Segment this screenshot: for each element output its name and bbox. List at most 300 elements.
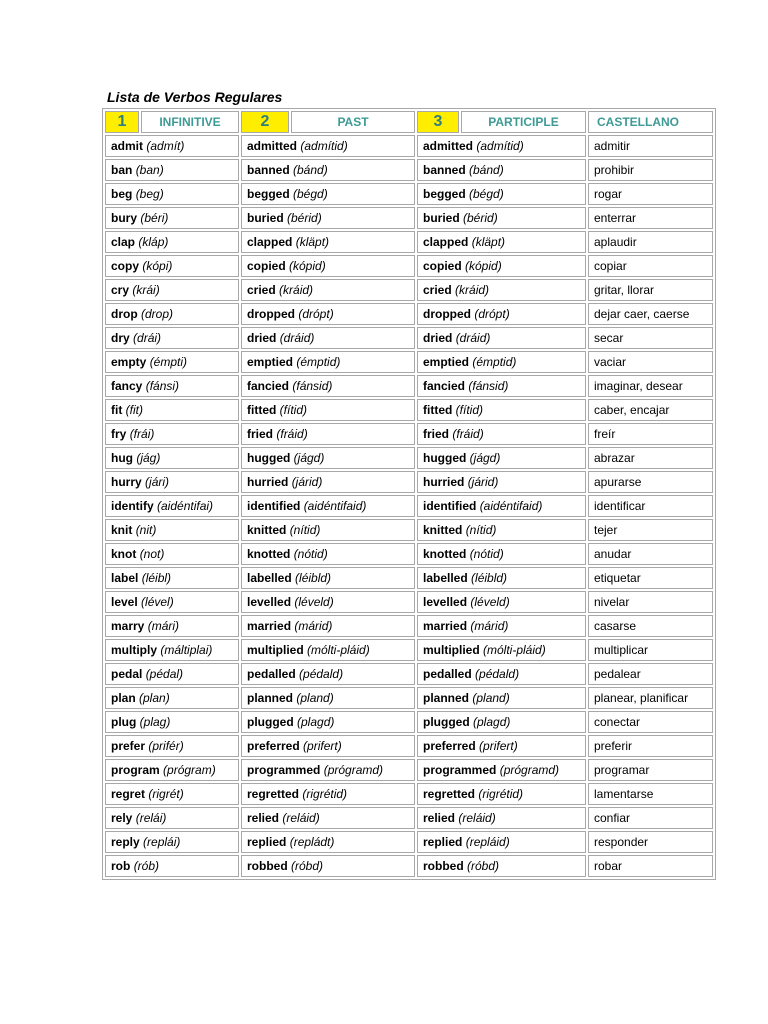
table-row [105, 567, 713, 589]
participle-cell-pronunciation: (pland) [472, 691, 510, 705]
participle-cell-pronunciation: (reláid) [458, 811, 496, 825]
participle-cell-pronunciation: (drópt) [474, 307, 510, 321]
castellano-cell: admitir [588, 135, 713, 157]
past-cell-pronunciation: (léibld) [295, 571, 332, 585]
past-cell [241, 399, 415, 421]
participle-cell [417, 327, 586, 349]
past-cell-word: married [247, 619, 292, 633]
participle-cell-word: levelled [423, 595, 468, 609]
past-cell [241, 567, 415, 589]
infinitive-cell-word: program [111, 763, 160, 777]
participle-cell-word: programmed [423, 763, 497, 777]
past-cell-pronunciation: (prifert) [303, 739, 342, 753]
participle-cell-word: banned [423, 163, 466, 177]
past-cell-pronunciation: (pédald) [299, 667, 344, 681]
table-row [105, 327, 713, 349]
castellano-cell: preferir [588, 735, 713, 757]
participle-cell [417, 231, 586, 253]
participle-cell-word: fitted [423, 403, 453, 417]
table-row [105, 351, 713, 373]
table-row [105, 543, 713, 565]
infinitive-cell-word: beg [111, 187, 133, 201]
past-cell-pronunciation: (róbd) [291, 859, 324, 873]
castellano-cell: enterrar [588, 207, 713, 229]
participle-cell [417, 543, 586, 565]
infinitive-cell-word: plan [111, 691, 136, 705]
table-row [105, 807, 713, 829]
past-cell-word: hurried [247, 475, 289, 489]
infinitive-cell [105, 375, 239, 397]
castellano-cell: secar [588, 327, 713, 349]
participle-cell-word: labelled [423, 571, 468, 585]
participle-cell-word: hugged [423, 451, 467, 465]
participle-cell-word: buried [423, 211, 460, 225]
table-row [105, 135, 713, 157]
infinitive-cell-word: reply [111, 835, 140, 849]
participle-cell-pronunciation: (fánsid) [468, 379, 509, 393]
infinitive-cell-pronunciation: (jári) [145, 475, 170, 489]
past-cell [241, 495, 415, 517]
participle-cell [417, 687, 586, 709]
past-cell-word: dropped [247, 307, 295, 321]
past-cell-pronunciation: (kópid) [289, 259, 326, 273]
past-cell [241, 663, 415, 685]
table-row [105, 423, 713, 445]
castellano-cell: lamentarse [588, 783, 713, 805]
participle-cell [417, 135, 586, 157]
past-cell-word: knitted [247, 523, 287, 537]
past-cell-pronunciation: (bégd) [293, 187, 328, 201]
infinitive-cell-word: marry [111, 619, 145, 633]
past-cell-pronunciation: (jágd) [293, 451, 325, 465]
past-cell-word: preferred [247, 739, 300, 753]
infinitive-cell [105, 711, 239, 733]
infinitive-cell-word: identify [111, 499, 154, 513]
past-cell [241, 807, 415, 829]
infinitive-cell-pronunciation: (nit) [135, 523, 157, 537]
participle-cell-pronunciation: (rigrétid) [478, 787, 524, 801]
participle-cell-word: cried [423, 283, 452, 297]
past-cell-pronunciation: (nítid) [289, 523, 321, 537]
participle-cell-pronunciation: (jágd) [469, 451, 501, 465]
participle-cell [417, 615, 586, 637]
table-row [105, 759, 713, 781]
past-cell-pronunciation: (mólti-pláid) [307, 643, 370, 657]
castellano-cell: robar [588, 855, 713, 877]
column-number-3: 3 [417, 111, 459, 133]
infinitive-cell [105, 231, 239, 253]
participle-cell-pronunciation: (fítid) [455, 403, 484, 417]
infinitive-cell [105, 207, 239, 229]
past-cell-pronunciation: (prógramd) [323, 763, 384, 777]
infinitive-cell [105, 255, 239, 277]
infinitive-cell-pronunciation: (fit) [125, 403, 143, 417]
participle-cell-pronunciation: (prifert) [479, 739, 518, 753]
participle-cell-pronunciation: (mólti-pláid) [483, 643, 546, 657]
participle-cell [417, 519, 586, 541]
past-cell-pronunciation: (fítid) [279, 403, 308, 417]
participle-cell-pronunciation: (admítid) [476, 139, 524, 153]
infinitive-cell-word: pedal [111, 667, 143, 681]
participle-cell-pronunciation: (plagd) [473, 715, 511, 729]
castellano-cell: rogar [588, 183, 713, 205]
table-row [105, 687, 713, 709]
infinitive-cell-word: admit [111, 139, 144, 153]
participle-cell-word: multiplied [423, 643, 480, 657]
table-row [105, 399, 713, 421]
past-cell-word: banned [247, 163, 290, 177]
castellano-cell: prohibir [588, 159, 713, 181]
past-cell-word: fancied [247, 379, 290, 393]
participle-cell-word: robbed [423, 859, 464, 873]
infinitive-cell [105, 423, 239, 445]
past-cell-word: hugged [247, 451, 291, 465]
past-cell-pronunciation: (pland) [296, 691, 334, 705]
participle-cell-word: dried [423, 331, 453, 345]
participle-cell-word: plugged [423, 715, 470, 729]
infinitive-cell-word: rely [111, 811, 133, 825]
past-cell-word: cried [247, 283, 276, 297]
infinitive-cell-pronunciation: (beg) [135, 187, 164, 201]
column-header-past: PAST [291, 111, 415, 133]
participle-cell-word: knotted [423, 547, 467, 561]
past-cell-word: multiplied [247, 643, 304, 657]
infinitive-cell [105, 543, 239, 565]
participle-cell-word: hurried [423, 475, 465, 489]
infinitive-cell-pronunciation: (prógram) [163, 763, 216, 777]
infinitive-cell-pronunciation: (máltiplai) [160, 643, 213, 657]
infinitive-cell-word: fit [111, 403, 123, 417]
past-cell-word: programmed [247, 763, 321, 777]
castellano-cell: caber, encajar [588, 399, 713, 421]
castellano-cell: aplaudir [588, 231, 713, 253]
table-row [105, 663, 713, 685]
infinitive-cell [105, 759, 239, 781]
participle-cell-word: planned [423, 691, 470, 705]
participle-cell [417, 495, 586, 517]
page-title: Lista de Verbos Regulares [107, 89, 283, 105]
participle-cell-pronunciation: (dráid) [455, 331, 491, 345]
past-cell-word: identified [247, 499, 301, 513]
participle-cell-pronunciation: (nótid) [469, 547, 504, 561]
past-cell [241, 735, 415, 757]
castellano-cell: tejer [588, 519, 713, 541]
past-cell-word: planned [247, 691, 294, 705]
infinitive-cell-word: hug [111, 451, 133, 465]
participle-cell-word: dropped [423, 307, 471, 321]
participle-cell-pronunciation: (léveld) [470, 595, 510, 609]
participle-cell-word: admitted [423, 139, 474, 153]
past-cell [241, 471, 415, 493]
participle-cell-word: regretted [423, 787, 476, 801]
participle-cell-word: identified [423, 499, 477, 513]
castellano-cell: freír [588, 423, 713, 445]
past-cell [241, 207, 415, 229]
past-cell [241, 783, 415, 805]
past-cell-pronunciation: (márid) [294, 619, 333, 633]
participle-cell [417, 303, 586, 325]
participle-cell [417, 783, 586, 805]
participle-cell-pronunciation: (repláid) [465, 835, 510, 849]
past-cell-pronunciation: (kráid) [279, 283, 314, 297]
past-cell-word: knotted [247, 547, 291, 561]
participle-cell-pronunciation: (róbd) [467, 859, 500, 873]
past-cell [241, 687, 415, 709]
column-header-participle: PARTICIPLE [461, 111, 586, 133]
castellano-cell: etiquetar [588, 567, 713, 589]
castellano-cell: multiplicar [588, 639, 713, 661]
participle-cell-pronunciation: (pédald) [475, 667, 520, 681]
castellano-cell: confiar [588, 807, 713, 829]
participle-cell [417, 351, 586, 373]
infinitive-cell [105, 615, 239, 637]
table-row [105, 447, 713, 469]
castellano-cell: identificar [588, 495, 713, 517]
infinitive-cell-word: rob [111, 859, 131, 873]
past-cell [241, 231, 415, 253]
participle-cell [417, 447, 586, 469]
infinitive-cell-pronunciation: (ban) [135, 163, 164, 177]
infinitive-cell-word: fry [111, 427, 127, 441]
infinitive-cell [105, 735, 239, 757]
past-cell-pronunciation: (émptid) [296, 355, 341, 369]
participle-cell [417, 255, 586, 277]
table-row [105, 711, 713, 733]
infinitive-cell-word: fancy [111, 379, 143, 393]
infinitive-cell [105, 327, 239, 349]
participle-cell-word: married [423, 619, 468, 633]
past-cell-word: begged [247, 187, 290, 201]
past-cell [241, 255, 415, 277]
infinitive-cell-word: hurry [111, 475, 142, 489]
past-cell-pronunciation: (bánd) [293, 163, 328, 177]
participle-cell-pronunciation: (prógramd) [499, 763, 560, 777]
table-row [105, 615, 713, 637]
infinitive-cell-pronunciation: (not) [139, 547, 165, 561]
past-cell-pronunciation: (aidéntifaid) [303, 499, 367, 513]
past-cell-word: robbed [247, 859, 288, 873]
table-row [105, 639, 713, 661]
past-cell-pronunciation: (drópt) [298, 307, 334, 321]
castellano-cell: planear, planificar [588, 687, 713, 709]
past-cell [241, 831, 415, 853]
infinitive-cell-word: copy [111, 259, 140, 273]
infinitive-cell [105, 303, 239, 325]
table-row [105, 303, 713, 325]
participle-cell-pronunciation: (léibld) [471, 571, 508, 585]
participle-cell [417, 663, 586, 685]
past-cell-word: levelled [247, 595, 292, 609]
infinitive-cell-pronunciation: (drái) [133, 331, 162, 345]
table-row [105, 783, 713, 805]
past-cell [241, 351, 415, 373]
past-cell-word: fitted [247, 403, 277, 417]
infinitive-cell-word: knot [111, 547, 137, 561]
past-cell-pronunciation: (nótid) [293, 547, 328, 561]
infinitive-cell-pronunciation: (replái) [143, 835, 181, 849]
infinitive-cell-word: knit [111, 523, 133, 537]
infinitive-cell-pronunciation: (drop) [141, 307, 174, 321]
castellano-cell: abrazar [588, 447, 713, 469]
infinitive-cell-pronunciation: (béri) [140, 211, 169, 225]
past-cell [241, 447, 415, 469]
past-cell [241, 159, 415, 181]
past-cell [241, 327, 415, 349]
participle-cell-pronunciation: (kráid) [455, 283, 490, 297]
participle-cell-word: pedalled [423, 667, 472, 681]
infinitive-cell-word: prefer [111, 739, 146, 753]
past-cell-word: copied [247, 259, 286, 273]
castellano-cell: nivelar [588, 591, 713, 613]
infinitive-cell-pronunciation: (kláp) [138, 235, 169, 249]
infinitive-cell-word: ban [111, 163, 133, 177]
participle-cell-word: emptied [423, 355, 470, 369]
past-cell-pronunciation: (reláid) [282, 811, 320, 825]
infinitive-cell [105, 855, 239, 877]
infinitive-cell-pronunciation: (relái) [135, 811, 167, 825]
participle-cell-pronunciation: (bánd) [469, 163, 504, 177]
infinitive-cell-word: bury [111, 211, 138, 225]
past-cell-word: replied [247, 835, 287, 849]
participle-cell [417, 183, 586, 205]
table-row [105, 855, 713, 877]
past-cell [241, 543, 415, 565]
infinitive-cell-pronunciation: (aidéntifai) [157, 499, 214, 513]
infinitive-cell [105, 831, 239, 853]
participle-cell-word: clapped [423, 235, 469, 249]
infinitive-cell-word: multiply [111, 643, 158, 657]
castellano-cell: vaciar [588, 351, 713, 373]
infinitive-cell [105, 279, 239, 301]
infinitive-cell-pronunciation: (rób) [133, 859, 160, 873]
infinitive-cell [105, 183, 239, 205]
past-cell-word: pedalled [247, 667, 296, 681]
infinitive-cell [105, 135, 239, 157]
past-cell-word: regretted [247, 787, 300, 801]
past-cell [241, 639, 415, 661]
past-cell-pronunciation: (járid) [291, 475, 323, 489]
past-cell-word: emptied [247, 355, 294, 369]
past-cell [241, 423, 415, 445]
past-cell-word: labelled [247, 571, 292, 585]
castellano-cell: apurarse [588, 471, 713, 493]
infinitive-cell [105, 591, 239, 613]
infinitive-cell-word: level [111, 595, 138, 609]
table-row [105, 231, 713, 253]
participle-cell [417, 567, 586, 589]
infinitive-cell-word: empty [111, 355, 147, 369]
table-row [105, 831, 713, 853]
castellano-cell: responder [588, 831, 713, 853]
participle-cell [417, 831, 586, 853]
column-number-2: 2 [241, 111, 289, 133]
participle-cell [417, 735, 586, 757]
past-cell [241, 591, 415, 613]
infinitive-cell-word: regret [111, 787, 146, 801]
infinitive-cell [105, 495, 239, 517]
past-cell-pronunciation: (admítid) [300, 139, 348, 153]
participle-cell-word: replied [423, 835, 463, 849]
table-row [105, 735, 713, 757]
infinitive-cell [105, 687, 239, 709]
past-cell-word: plugged [247, 715, 294, 729]
infinitive-cell [105, 783, 239, 805]
table-row [105, 183, 713, 205]
infinitive-cell [105, 519, 239, 541]
infinitive-cell-pronunciation: (émpti) [149, 355, 188, 369]
infinitive-cell [105, 639, 239, 661]
participle-cell [417, 159, 586, 181]
past-cell-pronunciation: (fánsid) [292, 379, 333, 393]
participle-cell [417, 207, 586, 229]
table-row [105, 471, 713, 493]
castellano-cell: conectar [588, 711, 713, 733]
infinitive-cell-pronunciation: (kópi) [142, 259, 173, 273]
infinitive-cell-pronunciation: (fánsi) [145, 379, 180, 393]
table-row [105, 375, 713, 397]
participle-cell [417, 399, 586, 421]
past-cell [241, 519, 415, 541]
participle-cell-pronunciation: (bégd) [469, 187, 504, 201]
infinitive-cell [105, 351, 239, 373]
castellano-cell: pedalear [588, 663, 713, 685]
past-cell [241, 375, 415, 397]
infinitive-cell-pronunciation: (léibl) [141, 571, 172, 585]
infinitive-cell [105, 663, 239, 685]
past-cell-pronunciation: (rigrétid) [302, 787, 348, 801]
verb-table [102, 108, 716, 880]
table-row [105, 207, 713, 229]
past-cell-pronunciation: (repládt) [289, 835, 335, 849]
past-cell [241, 615, 415, 637]
castellano-cell: imaginar, desear [588, 375, 713, 397]
infinitive-cell-pronunciation: (pédal) [145, 667, 184, 681]
participle-cell-pronunciation: (fráid) [452, 427, 484, 441]
infinitive-cell-word: plug [111, 715, 137, 729]
participle-cell [417, 471, 586, 493]
infinitive-cell [105, 399, 239, 421]
table-row [105, 159, 713, 181]
infinitive-cell-pronunciation: (mári) [147, 619, 180, 633]
infinitive-cell [105, 567, 239, 589]
infinitive-cell-pronunciation: (rigrét) [148, 787, 184, 801]
past-cell-word: relied [247, 811, 280, 825]
infinitive-cell-pronunciation: (plan) [139, 691, 170, 705]
past-cell [241, 711, 415, 733]
infinitive-cell-pronunciation: (plag) [139, 715, 171, 729]
castellano-cell: copiar [588, 255, 713, 277]
table-row [105, 255, 713, 277]
infinitive-cell-word: dry [111, 331, 130, 345]
past-cell-pronunciation: (fráid) [276, 427, 308, 441]
participle-cell [417, 639, 586, 661]
participle-cell-word: copied [423, 259, 462, 273]
participle-cell [417, 711, 586, 733]
participle-cell-word: fried [423, 427, 450, 441]
participle-cell [417, 855, 586, 877]
past-cell-word: fried [247, 427, 274, 441]
castellano-cell: programar [588, 759, 713, 781]
infinitive-cell [105, 471, 239, 493]
past-cell-word: clapped [247, 235, 293, 249]
participle-cell-pronunciation: (kópid) [465, 259, 502, 273]
infinitive-cell-pronunciation: (frái) [129, 427, 155, 441]
participle-cell-word: preferred [423, 739, 476, 753]
infinitive-cell-pronunciation: (krái) [132, 283, 160, 297]
past-cell-pronunciation: (dráid) [279, 331, 315, 345]
participle-cell-pronunciation: (bérid) [463, 211, 498, 225]
participle-cell [417, 279, 586, 301]
